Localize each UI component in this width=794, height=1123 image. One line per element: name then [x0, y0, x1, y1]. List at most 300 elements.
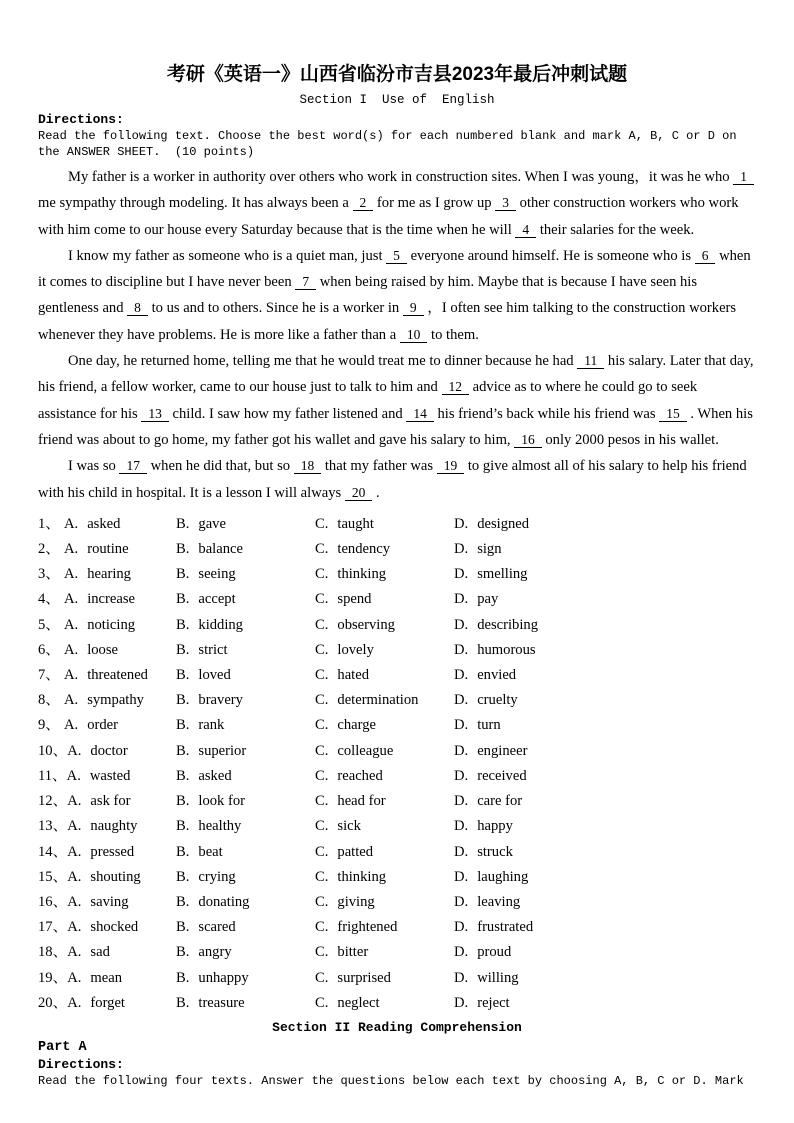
question-number: 4、 — [38, 591, 60, 608]
option-label: B. — [176, 793, 190, 810]
question-15-option-b — [176, 865, 315, 890]
question-number: 14、 — [38, 843, 68, 860]
option-label: C. — [315, 541, 329, 558]
passage — [38, 164, 756, 506]
option-label: C. — [315, 818, 329, 835]
option-label: B. — [176, 818, 190, 835]
question-11-option-d — [454, 764, 756, 789]
option-text: scared — [198, 919, 236, 936]
option-text: patted — [337, 843, 374, 860]
option-label: A. — [67, 818, 82, 835]
option-text: observing — [337, 616, 395, 633]
question-18-option-c — [315, 940, 454, 965]
option-text: kidding — [198, 616, 243, 633]
question-row-4 — [38, 587, 756, 612]
question-1-option-d — [454, 512, 756, 537]
question-13-option-c — [315, 814, 454, 839]
option-text: hated — [337, 667, 369, 684]
option-label: B. — [176, 868, 190, 885]
question-row-10 — [38, 739, 756, 764]
option-text: balance — [198, 541, 243, 558]
question-10-option-b — [176, 739, 315, 764]
option-text: spend — [337, 591, 372, 608]
question-6-option-c — [315, 638, 454, 663]
option-label: C. — [315, 591, 329, 608]
option-text: bravery — [198, 692, 243, 709]
question-6-option-b — [176, 638, 315, 663]
question-number: 8、 — [38, 692, 60, 709]
question-number: 7、 — [38, 667, 60, 684]
question-4-option-d — [454, 587, 756, 612]
question-number: 20、 — [38, 994, 68, 1011]
option-text: envied — [477, 667, 517, 684]
question-3-option-b — [176, 562, 315, 587]
option-label: D. — [454, 767, 469, 784]
cloze-blank-14: 14 — [406, 406, 434, 422]
document-title: 考研《英语一》山西省临汾市吉县2023年最后冲刺试题 — [166, 64, 628, 85]
cloze-blank-19: 19 — [437, 458, 465, 474]
question-17-option-c — [315, 915, 454, 940]
option-text: frightened — [337, 919, 398, 936]
option-text: humorous — [477, 641, 536, 658]
cloze-blank-6: 6 — [695, 248, 716, 264]
option-text: asked — [87, 515, 121, 532]
question-13-option-a — [38, 814, 176, 839]
option-label: C. — [315, 767, 329, 784]
question-8-option-c — [315, 688, 454, 713]
question-8-option-b — [176, 688, 315, 713]
question-number: 19、 — [38, 969, 68, 986]
question-row-9 — [38, 713, 756, 738]
option-text: unhappy — [198, 969, 249, 986]
question-16-option-a — [38, 890, 176, 915]
option-label: B. — [176, 616, 190, 633]
question-number: 3、 — [38, 566, 60, 583]
option-label: D. — [454, 566, 469, 583]
option-text: crying — [198, 868, 236, 885]
option-label: B. — [176, 667, 190, 684]
option-label: C. — [315, 994, 329, 1011]
question-18-option-a — [38, 940, 176, 965]
option-text: sad — [90, 944, 110, 961]
option-text: tendency — [337, 541, 391, 558]
option-label: B. — [176, 767, 190, 784]
option-label: A. — [67, 919, 82, 936]
question-10-option-d — [454, 739, 756, 764]
option-label: D. — [454, 818, 469, 835]
cloze-blank-3: 3 — [495, 195, 516, 211]
option-label: C. — [315, 667, 329, 684]
cloze-blank-20: 20 — [345, 485, 373, 501]
question-16-option-d — [454, 890, 756, 915]
question-15-option-c — [315, 865, 454, 890]
question-row-3 — [38, 562, 756, 587]
option-text: sick — [337, 818, 361, 835]
option-label: B. — [176, 541, 190, 558]
option-text: thinking — [337, 566, 387, 583]
option-text: determination — [337, 692, 419, 709]
option-label: B. — [176, 515, 190, 532]
question-row-15 — [38, 865, 756, 890]
question-18-option-d — [454, 940, 756, 965]
option-label: C. — [315, 944, 329, 961]
question-4-option-a — [38, 587, 176, 612]
option-label: B. — [176, 591, 190, 608]
question-9-option-a — [38, 713, 176, 738]
question-number: 13、 — [38, 818, 68, 835]
question-20-option-c — [315, 991, 454, 1016]
option-text: giving — [337, 893, 375, 910]
question-17-option-a — [38, 915, 176, 940]
option-text: frustrated — [477, 919, 534, 936]
question-number: 9、 — [38, 717, 60, 734]
option-label: A. — [67, 843, 82, 860]
question-number: 1、 — [38, 515, 60, 532]
option-label: A. — [64, 541, 79, 558]
option-label: C. — [315, 868, 329, 885]
option-label: C. — [315, 793, 329, 810]
question-7-option-b — [176, 663, 315, 688]
question-6-option-a — [38, 638, 176, 663]
cloze-blank-4: 4 — [515, 222, 536, 238]
option-label: C. — [315, 616, 329, 633]
question-20-option-a — [38, 991, 176, 1016]
section1-directions-label: Directions: — [38, 112, 124, 127]
question-row-13 — [38, 814, 756, 839]
option-text: donating — [198, 893, 250, 910]
option-label: B. — [176, 969, 190, 986]
option-label: A. — [67, 994, 82, 1011]
option-text: beat — [198, 843, 223, 860]
option-label: D. — [454, 717, 469, 734]
question-6-option-d — [454, 638, 756, 663]
option-label: D. — [454, 843, 469, 860]
question-12-option-b — [176, 789, 315, 814]
question-number: 16、 — [38, 893, 68, 910]
option-text: smelling — [477, 566, 528, 583]
option-text: describing — [477, 616, 538, 633]
question-20-option-b — [176, 991, 315, 1016]
option-label: D. — [454, 994, 469, 1011]
option-text: shocked — [90, 919, 139, 936]
passage-paragraph-1: My father is a worker in authority over others who work in construction sites. When I was young，it was he who 1 me sympathy through modeling. It has always been a 2 for me as I grow up 3 other construction workers who work with him come to our house every Saturday because that is the time when he will 4 their salaries for the week. — [38, 164, 756, 243]
option-text: rank — [198, 717, 225, 734]
question-19-option-b — [176, 966, 315, 991]
option-text: reject — [477, 994, 510, 1011]
question-15-option-d — [454, 865, 756, 890]
question-1-option-c — [315, 512, 454, 537]
option-label: A. — [67, 969, 82, 986]
option-text: routine — [87, 541, 129, 558]
option-text: received — [477, 767, 527, 784]
question-3-option-d — [454, 562, 756, 587]
option-label: D. — [454, 692, 469, 709]
option-label: A. — [67, 868, 82, 885]
option-label: B. — [176, 692, 190, 709]
cloze-blank-5: 5 — [386, 248, 407, 264]
option-text: reached — [337, 767, 383, 784]
question-13-option-b — [176, 814, 315, 839]
option-text: angry — [198, 944, 232, 961]
option-text: mean — [90, 969, 123, 986]
question-number: 10、 — [38, 742, 68, 759]
option-label: D. — [454, 742, 469, 759]
question-5-option-a — [38, 613, 176, 638]
question-19-option-c — [315, 966, 454, 991]
question-row-12 — [38, 789, 756, 814]
question-10-option-a — [38, 739, 176, 764]
question-row-17 — [38, 915, 756, 940]
question-2-option-c — [315, 537, 454, 562]
option-label: A. — [64, 616, 79, 633]
option-text: increase — [87, 591, 136, 608]
option-text: surprised — [337, 969, 391, 986]
option-label: D. — [454, 893, 469, 910]
question-13-option-d — [454, 814, 756, 839]
question-1-option-a — [38, 512, 176, 537]
option-label: D. — [454, 868, 469, 885]
question-3-option-c — [315, 562, 454, 587]
option-text: noticing — [87, 616, 136, 633]
question-5-option-d — [454, 613, 756, 638]
cloze-blank-13: 13 — [141, 406, 169, 422]
section1-directions-text: Read the following text. Choose the best word(s) for each numbered blank and mark A, B, C or D on the ANSWER SHEET. (10 points) — [38, 129, 744, 159]
option-label: A. — [64, 591, 79, 608]
option-text: loose — [87, 641, 119, 658]
question-19-option-d — [454, 966, 756, 991]
option-text: seeing — [198, 566, 236, 583]
option-text: threatened — [87, 667, 148, 684]
option-label: A. — [64, 566, 79, 583]
option-text: forget — [90, 994, 125, 1011]
question-7-option-c — [315, 663, 454, 688]
cloze-blank-1: 1 — [733, 169, 754, 185]
option-label: C. — [315, 641, 329, 658]
option-label: C. — [315, 692, 329, 709]
option-text: thinking — [337, 868, 387, 885]
option-text: pay — [477, 591, 499, 608]
option-label: D. — [454, 616, 469, 633]
option-text: bitter — [337, 944, 369, 961]
question-list — [38, 512, 756, 1016]
cloze-blank-11: 11 — [577, 353, 604, 369]
option-label: C. — [315, 515, 329, 532]
cloze-blank-8: 8 — [127, 300, 148, 316]
option-text: ask for — [90, 793, 131, 810]
question-number: 11、 — [38, 767, 67, 784]
question-4-option-b — [176, 587, 315, 612]
option-text: laughing — [477, 868, 529, 885]
option-label: B. — [176, 641, 190, 658]
cloze-blank-12: 12 — [442, 379, 470, 395]
option-label: B. — [176, 742, 190, 759]
question-row-7 — [38, 663, 756, 688]
cloze-blank-7: 7 — [295, 274, 316, 290]
option-label: D. — [454, 793, 469, 810]
passage-paragraph-2: I know my father as someone who is a quiet man, just 5 everyone around himself. He is someone who is 6 when it comes to discipline but I have never been 7 when being raised by him. Maybe that is because I have seen his gentleness and 8 to us and to others. Since he is a worker in 9 ，I often see him talking to the construction workers whenever they have problems. He is more like a father than a 10 to them. — [38, 247, 751, 343]
question-row-19 — [38, 966, 756, 991]
question-number: 18、 — [38, 944, 68, 961]
option-text: shouting — [90, 868, 141, 885]
question-15-option-a — [38, 865, 176, 890]
option-label: D. — [454, 944, 469, 961]
option-label: C. — [315, 843, 329, 860]
question-7-option-a — [38, 663, 176, 688]
option-label: D. — [454, 969, 469, 986]
cloze-blank-10: 10 — [400, 327, 428, 343]
option-label: A. — [67, 742, 82, 759]
option-text: hearing — [87, 566, 131, 583]
question-row-2 — [38, 537, 756, 562]
option-text: sign — [477, 541, 502, 558]
section1-heading: Section I Use of English — [299, 93, 495, 107]
question-2-option-a — [38, 537, 176, 562]
passage-paragraph-4: I was so 17 when he did that, but so 18 that my father was 19 to give almost all of his salary to help his friend with his child in hospital. It is a lesson I will always 20 . — [38, 458, 747, 501]
option-text: pressed — [90, 843, 135, 860]
question-number: 2、 — [38, 541, 60, 558]
question-8-option-a — [38, 688, 176, 713]
option-text: neglect — [337, 994, 380, 1011]
question-14-option-c — [315, 840, 454, 865]
question-2-option-b — [176, 537, 315, 562]
option-text: leaving — [477, 893, 521, 910]
question-11-option-a — [38, 764, 176, 789]
option-label: A. — [64, 515, 79, 532]
option-text: taught — [337, 515, 374, 532]
option-text: sympathy — [87, 692, 144, 709]
question-14-option-d — [454, 840, 756, 865]
option-text: head for — [337, 793, 386, 810]
question-11-option-c — [315, 764, 454, 789]
option-label: D. — [454, 919, 469, 936]
question-row-1 — [38, 512, 756, 537]
question-16-option-b — [176, 890, 315, 915]
question-12-option-d — [454, 789, 756, 814]
section2-directions-label: Directions: — [38, 1056, 124, 1072]
option-label: A. — [64, 641, 79, 658]
option-text: charge — [337, 717, 377, 734]
option-text: care for — [477, 793, 523, 810]
option-label: A. — [67, 793, 82, 810]
option-text: wasted — [89, 767, 131, 784]
option-label: B. — [176, 893, 190, 910]
question-2-option-d — [454, 537, 756, 562]
option-label: B. — [176, 944, 190, 961]
passage-paragraph-3: One day, he returned home, telling me that he would treat me to dinner because he had 11 his salary. Later that day, his friend, a fellow worker, came to our house just to talk to him and 12 advice as to where he could go to seek assistance for his 13 child. I saw how my father listened and 14 his friend’s back while his friend was 15 . When his friend was about to go home, my father got his wallet and gave his salary to him, 16 only 2000 pesos in his wallet. — [38, 353, 754, 448]
option-text: lovely — [337, 641, 374, 658]
question-8-option-d — [454, 688, 756, 713]
option-label: A. — [67, 893, 82, 910]
question-12-option-c — [315, 789, 454, 814]
question-19-option-a — [38, 966, 176, 991]
option-label: A. — [66, 767, 81, 784]
option-text: accept — [198, 591, 236, 608]
option-text: happy — [477, 818, 513, 835]
option-label: C. — [315, 717, 329, 734]
option-text: struck — [477, 843, 513, 860]
question-9-option-d — [454, 713, 756, 738]
cloze-blank-15: 15 — [659, 406, 687, 422]
question-number: 5、 — [38, 616, 60, 633]
option-label: B. — [176, 566, 190, 583]
option-label: C. — [315, 742, 329, 759]
option-label: B. — [176, 919, 190, 936]
option-label: D. — [454, 541, 469, 558]
cloze-blank-18: 18 — [294, 458, 322, 474]
option-text: willing — [477, 969, 519, 986]
option-label: C. — [315, 566, 329, 583]
option-text: loved — [198, 667, 231, 684]
cloze-blank-9: 9 — [403, 300, 424, 316]
question-5-option-b — [176, 613, 315, 638]
question-14-option-b — [176, 840, 315, 865]
option-text: gave — [198, 515, 226, 532]
option-label: A. — [64, 667, 79, 684]
option-text: turn — [477, 717, 501, 734]
question-row-5 — [38, 613, 756, 638]
option-text: strict — [198, 641, 228, 658]
question-row-6 — [38, 638, 756, 663]
option-label: B. — [176, 717, 190, 734]
question-10-option-c — [315, 739, 454, 764]
question-row-20 — [38, 991, 756, 1016]
cloze-blank-16: 16 — [514, 432, 542, 448]
option-label: D. — [454, 667, 469, 684]
option-text: engineer — [477, 742, 528, 759]
question-11-option-b — [176, 764, 315, 789]
question-18-option-b — [176, 940, 315, 965]
option-text: colleague — [337, 742, 394, 759]
question-number: 17、 — [38, 919, 68, 936]
option-text: order — [87, 717, 118, 734]
part-a-label: Part A — [38, 1039, 87, 1055]
question-4-option-c — [315, 587, 454, 612]
question-number: 6、 — [38, 641, 60, 658]
cloze-blank-17: 17 — [119, 458, 147, 474]
option-label: B. — [176, 994, 190, 1011]
question-9-option-b — [176, 713, 315, 738]
question-20-option-d — [454, 991, 756, 1016]
question-14-option-a — [38, 840, 176, 865]
option-text: healthy — [198, 818, 242, 835]
question-7-option-d — [454, 663, 756, 688]
section2-directions-text: Read the following four texts. Answer the questions below each text by choosing A, B, C or D. Mark — [38, 1073, 744, 1088]
question-number: 15、 — [38, 868, 68, 885]
question-17-option-b — [176, 915, 315, 940]
option-label: C. — [315, 919, 329, 936]
option-label: A. — [64, 717, 79, 734]
question-5-option-c — [315, 613, 454, 638]
option-label: A. — [64, 692, 79, 709]
option-text: designed — [477, 515, 530, 532]
option-text: naughty — [90, 818, 138, 835]
option-label: D. — [454, 515, 469, 532]
cloze-blank-2: 2 — [353, 195, 374, 211]
option-text: doctor — [90, 742, 128, 759]
option-label: D. — [454, 641, 469, 658]
question-16-option-c — [315, 890, 454, 915]
question-row-18 — [38, 940, 756, 965]
option-text: proud — [477, 944, 512, 961]
option-label: A. — [67, 944, 82, 961]
question-row-11 — [38, 764, 756, 789]
option-text: cruelty — [477, 692, 518, 709]
question-9-option-c — [315, 713, 454, 738]
section2-heading: Section II Reading Comprehension — [272, 1019, 522, 1035]
question-12-option-a — [38, 789, 176, 814]
question-row-16 — [38, 890, 756, 915]
option-label: D. — [454, 591, 469, 608]
